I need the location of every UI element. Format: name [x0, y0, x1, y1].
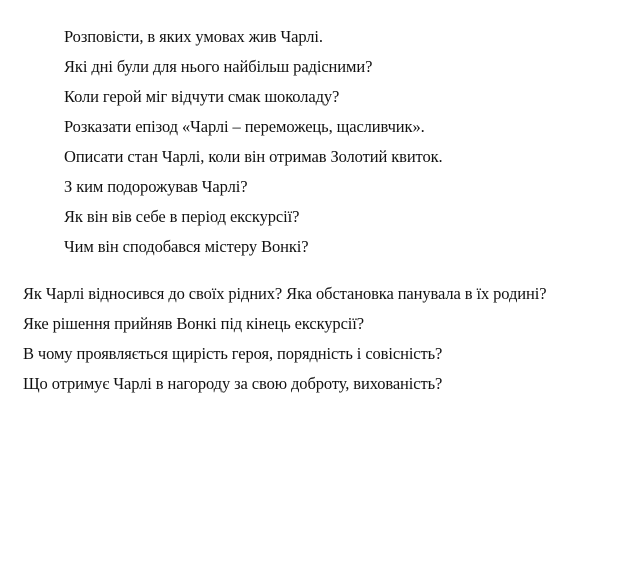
question-line: Які дні були для нього найбільш радісними? [64, 57, 373, 76]
question-line: Яке рішення прийняв Вонкі під кінець екскурсії? [23, 314, 365, 333]
question-line: Коли герой міг відчути смак шоколаду? [64, 87, 340, 106]
question-line: Розказати епізод «Чарлі – переможець, щасливчик». [64, 117, 425, 136]
question-list-flush [23, 279, 546, 399]
question-line: Чим він сподобався містеру Вонкі? [64, 237, 309, 256]
question-line: Як Чарлі відносився до своїх рідних? Яка обстановка панувала в їх родині? [23, 284, 547, 303]
question-line: З ким подорожував Чарлі? [64, 177, 248, 196]
question-list-indented [64, 22, 443, 262]
question-line: Розповісти, в яких умовах жив Чарлі. [64, 27, 323, 46]
question-line: Описати стан Чарлі, коли він отримав Золотий квиток. [64, 147, 443, 166]
question-line: Як він вів себе в період екскурсії? [64, 207, 300, 226]
question-line: В чому проявляється щирість героя, порядність і совісність? [23, 344, 443, 363]
question-line: Що отримує Чарлі в нагороду за свою доброту, вихованість? [23, 374, 443, 393]
